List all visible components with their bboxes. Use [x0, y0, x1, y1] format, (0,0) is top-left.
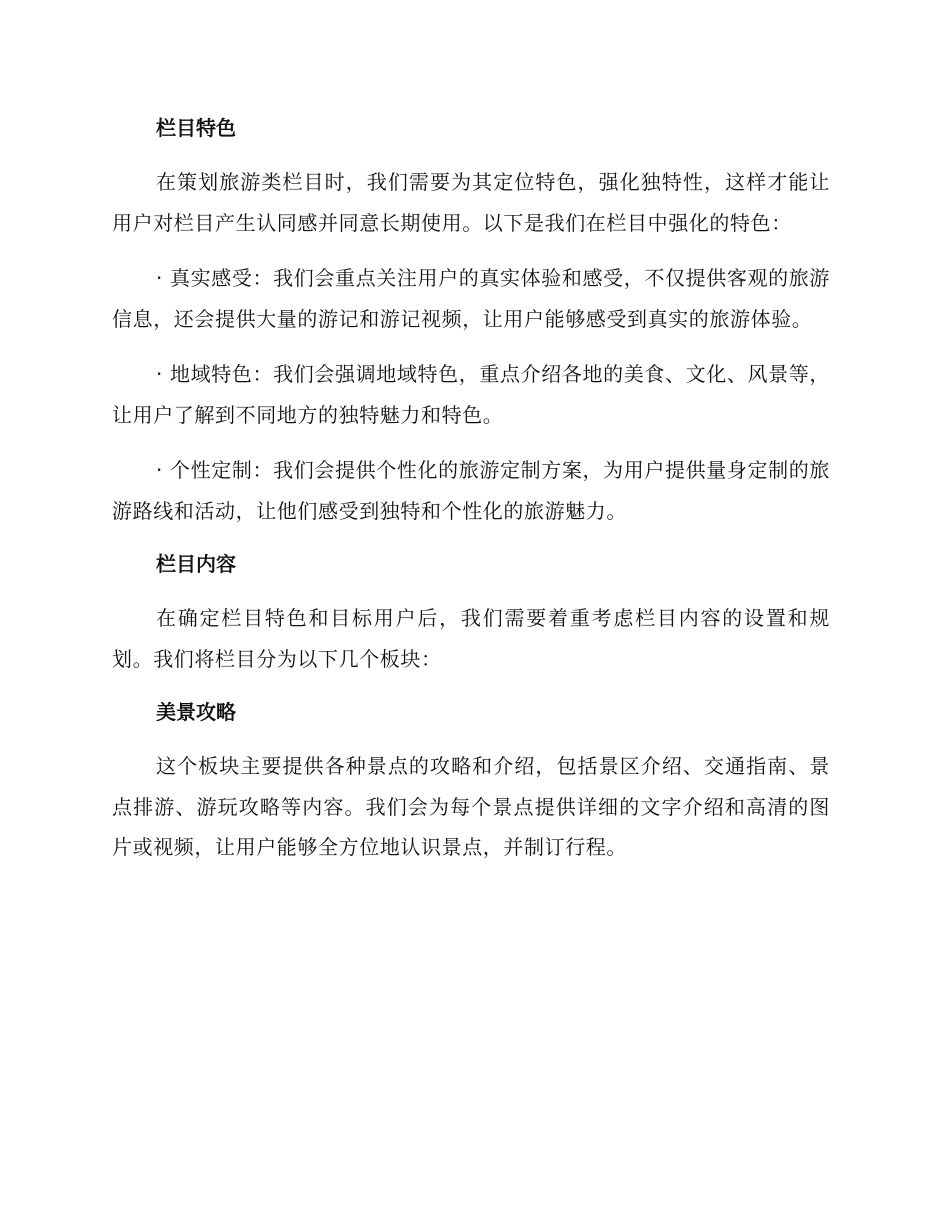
feature-bullet-real-experience: · 真实感受：我们会重点关注用户的真实体验和感受，不仅提供客观的旅游信息，还会提供大量的游记和游记视频，让用户能够感受到真实的旅游体验。	[112, 266, 830, 331]
section-heading-scenery: 美景攻略	[156, 700, 236, 724]
feature-bullet-regional: · 地域特色：我们会强调地域特色，重点介绍各地的美食、文化、风景等，让用户了解到不同地方的独特魅力和特色。	[112, 362, 830, 427]
scenery-paragraph: 这个板块主要提供各种景点的攻略和介绍，包括景区介绍、交通指南、景点排游、游玩攻略等内容。我们会为每个景点提供详细的文字介绍和高清的图片或视频，让用户能够全方位地认识景点，并制订行程。	[112, 754, 830, 859]
section-heading-content: 栏目内容	[156, 552, 236, 576]
section-heading-features: 栏目特色	[156, 116, 236, 140]
feature-bullet-customization: · 个性定制：我们会提供个性化的旅游定制方案，为用户提供量身定制的旅游路线和活动，让他们感受到独特和个性化的旅游魅力。	[112, 458, 830, 523]
document-body	[112, 108, 830, 868]
features-intro-paragraph: 在策划旅游类栏目时，我们需要为其定位特色，强化独特性，这样才能让用户对栏目产生认同感并同意长期使用。以下是我们在栏目中强化的特色：	[112, 170, 830, 235]
content-intro-paragraph: 在确定栏目特色和目标用户后，我们需要着重考虑栏目内容的设置和规划。我们将栏目分为以下几个板块：	[112, 606, 830, 671]
